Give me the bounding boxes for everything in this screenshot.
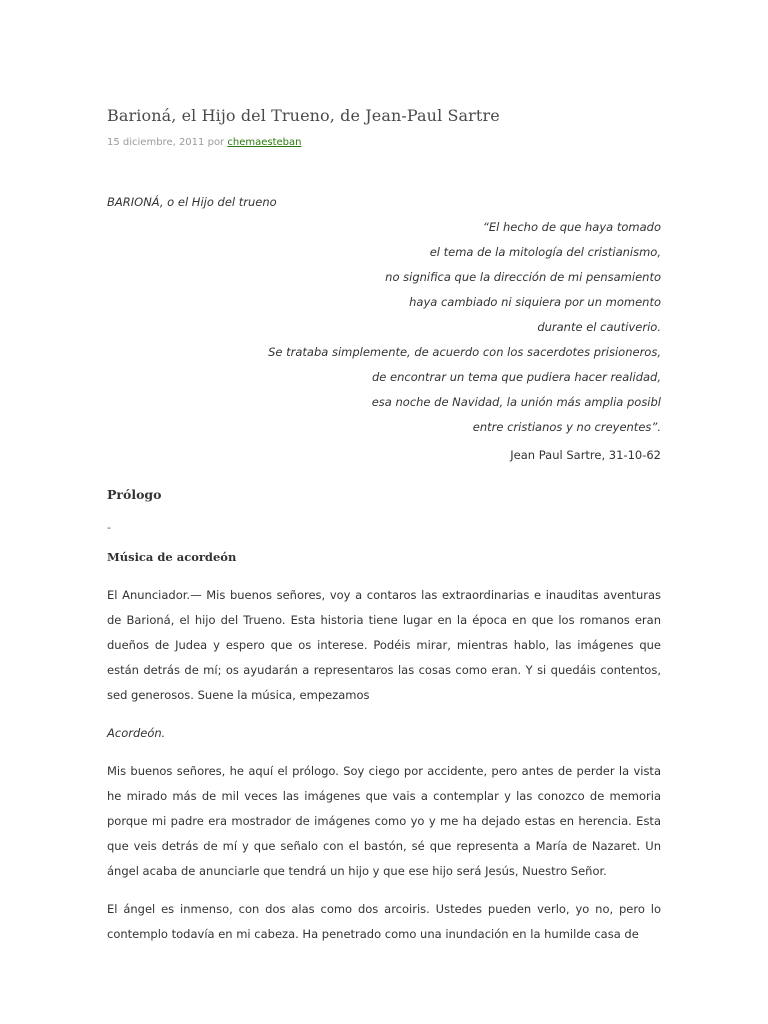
post-date: 15 diciembre, 2011: [107, 137, 205, 148]
post-title: Barioná, el Hijo del Trueno, de Jean-Paul Sartre: [107, 106, 500, 125]
quote-line: el tema de la mitología del cristianismo,: [429, 245, 661, 259]
separator-dash: -: [107, 521, 111, 534]
quote-line: no significa que la dirección de mi pensamiento: [385, 270, 661, 284]
quote-line: esa noche de Navidad, la unión más amplia posibl: [371, 395, 661, 409]
intro-title: BARIONÁ, o el Hijo del trueno: [107, 195, 277, 209]
quote-line: Se trataba simplemente, de acuerdo con los sacerdotes prisioneros,: [268, 345, 661, 359]
post-by: por: [207, 137, 225, 148]
epigraph-quote: [107, 215, 661, 440]
quote-line: de encontrar un tema que pudiera hacer realidad,: [372, 370, 661, 384]
author-link[interactable]: chemaesteban: [227, 137, 302, 148]
post-content: [107, 100, 661, 959]
quote-line: haya cambiado ni siquiera por un momento: [409, 295, 661, 309]
quote-signature: Jean Paul Sartre, 31-10-62: [510, 448, 661, 462]
stage-direction: Acordeón.: [107, 726, 166, 740]
paragraph: Mis buenos señores, he aquí el prólogo. Soy ciego por accidente, pero antes de perder la vista he mirado más de mil veces las imágenes que vais a contemplar y las conozco de memoria porque mi padre era mostrador de imágenes como yo y me ha dejado estas en herencia. Esta que veis detrás de mí y que señalo con el bastón, sé que representa a María de Nazaret. Un ángel acaba de anunciarle que tendrá un hijo y que ese hijo será Jesús, Nuestro Señor.: [107, 764, 661, 878]
quote-line: “El hecho de que haya tomado: [482, 220, 661, 234]
paragraph: El Anunciador.— Mis buenos señores, voy a contaros las extraordinarias e inauditas aventuras de Barioná, el hijo del Trueno. Esta historia tiene lugar en la época en que los romanos eran dueños de Judea y espero que os interese. Podéis mirar, mientras hablo, las imágenes que están detrás de mí; os ayudarán a representaros las cosas como eran. Y si quedáis contentos, sed generosos. Suene la música, empezamos: [107, 588, 661, 702]
quote-line: durante el cautiverio.: [537, 320, 661, 334]
post-meta: [107, 134, 661, 152]
paragraph: El ángel es inmenso, con dos alas como dos arcoiris. Ustedes pueden verlo, yo no, pero lo contemplo todavía en mi cabeza. Ha penetrado como una inundación en la humilde casa de: [107, 902, 661, 941]
quote-line: entre cristianos y no creyentes”.: [472, 420, 661, 434]
subheading-music: Música de acordeón: [107, 550, 237, 564]
section-heading-prologue: Prólogo: [107, 487, 162, 502]
